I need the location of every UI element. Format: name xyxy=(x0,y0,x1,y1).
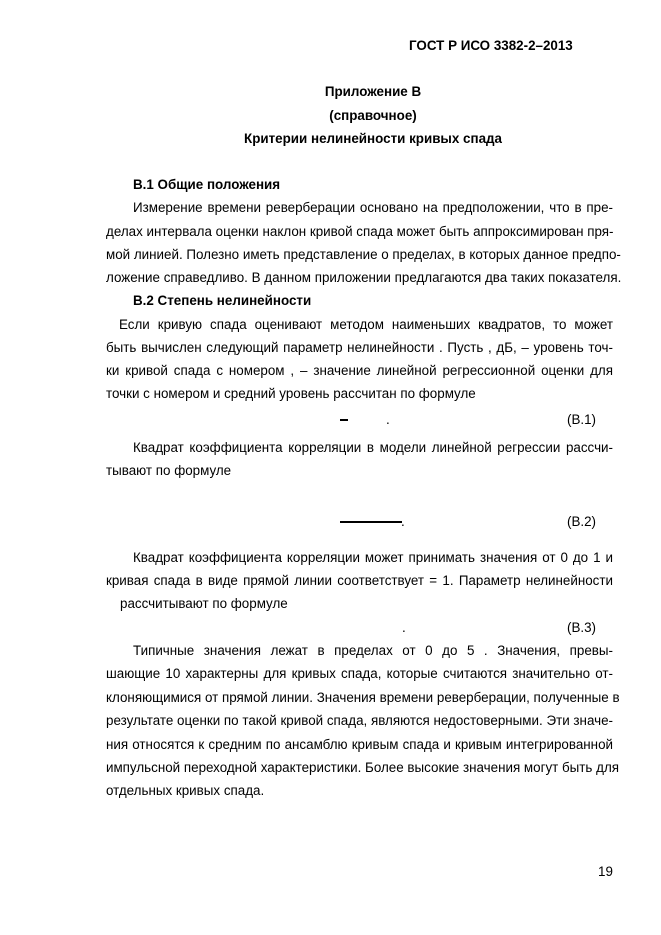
paragraph-line: ния относятся к средним по ансамблю кривым спада и кривым интегрированной xyxy=(106,737,613,752)
equation-b2-number: (B.2) xyxy=(567,514,597,529)
paragraph-line: Если кривую спада оценивают методом наименьших квадратов, то может xyxy=(119,317,613,332)
paragraph-line: ложение справедливо. В данном приложении предлагаются два таких показателя. xyxy=(106,270,622,285)
paragraph-line: тывают по формуле xyxy=(106,463,232,478)
paragraph-line: ки кривой спада с номером , – значение линейной регрессионной оценки для xyxy=(106,363,613,378)
equation-b3-number: (B.3) xyxy=(567,620,597,635)
section-heading-b2: В.2 Степень нелинейности xyxy=(133,293,312,308)
paragraph-line: мой линией. Полезно иметь представление о пределах, в которых данное предпо- xyxy=(106,247,621,262)
document-id: ГОСТ Р ИСО 3382-2–2013 xyxy=(409,38,573,53)
paragraph-line: Типичные значения лежат в пределах от 0 до 5 . Значения, превы- xyxy=(133,643,613,658)
appendix-title: Приложение В xyxy=(324,84,422,99)
paragraph-line: Квадрат коэффициента корреляции в модели линейной регрессии рассчи- xyxy=(133,440,613,455)
equation-b1-mark xyxy=(340,419,348,421)
paragraph-line: отдельных кривых спада. xyxy=(106,783,265,798)
equation-b3-dot: . xyxy=(402,620,406,635)
section-heading-b1: В.1 Общие положения xyxy=(133,177,281,192)
equation-b2-dot: . xyxy=(401,514,405,529)
paragraph-line: кривая спада в виде прямой линии соответствует = 1. Параметр нелинейности xyxy=(106,573,613,588)
equation-b1-number: (B.1) xyxy=(567,412,597,427)
paragraph-line: результате оценки по такой кривой спада, являются недостоверными. Эти значе- xyxy=(106,713,613,728)
paragraph-line: импульсной переходной характеристики. Более высокие значения могут быть для xyxy=(106,760,620,775)
equation-b2-fraction-bar xyxy=(340,521,402,523)
paragraph-line: клоняющимися от прямой линии. Значения времени реверберации, полученные в xyxy=(106,690,620,705)
paragraph-line: Измерение времени реверберации основано на предположении, что в пре- xyxy=(133,200,613,215)
paragraph-line: делах интервала оценки наклон кривой спада может быть аппроксимирован пря- xyxy=(106,224,614,239)
paragraph-line: шающие 10 характерны для кривых спада, которые считаются значительно от- xyxy=(106,666,613,681)
appendix-subtitle: Критерии нелинейности кривых спада xyxy=(244,131,502,146)
page-number: 19 xyxy=(598,864,613,879)
paragraph-line: Квадрат коэффициента корреляции может принимать значения от 0 до 1 и xyxy=(133,550,613,565)
appendix-note: (справочное) xyxy=(329,108,417,123)
paragraph-line: рассчитывают по формуле xyxy=(120,596,288,611)
paragraph-line: точки с номером и средний уровень рассчитан по формуле xyxy=(106,386,476,401)
paragraph-line: быть вычислен следующий параметр нелинейности . Пусть , дБ, – уровень точ- xyxy=(106,340,613,355)
equation-b1-dot: . xyxy=(386,412,390,427)
